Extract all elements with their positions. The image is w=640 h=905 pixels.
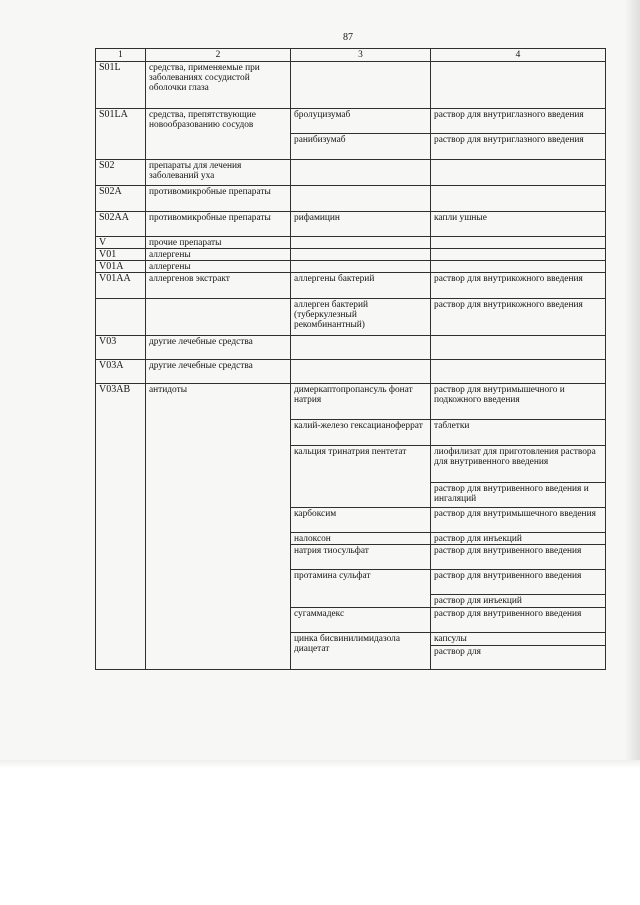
drug-name: протамина сульфат (291, 570, 431, 608)
group-name: противомикробные препараты (146, 212, 291, 237)
dosage-form: раствор для (431, 646, 606, 670)
atc-code: V03 (96, 336, 146, 360)
group-name (146, 299, 291, 336)
table-row (96, 336, 606, 360)
atc-code: V01 (96, 249, 146, 261)
group-name: противомикробные препараты (146, 186, 291, 212)
table-row (96, 212, 606, 237)
atc-code: V01AA (96, 273, 146, 299)
dosage-form: таблетки (431, 420, 606, 446)
atc-code: S01LA (96, 109, 146, 160)
group-name: аллергены (146, 249, 291, 261)
dosage-form: раствор для внутривенного введения и ингаляций (431, 483, 606, 508)
table-row (96, 160, 606, 186)
scan-edge (0, 760, 640, 768)
drug-name (291, 360, 431, 384)
atc-code: S02A (96, 186, 146, 212)
group-name: аллергенов экстракт (146, 273, 291, 299)
dosage-form: раствор для внутривенного введения (431, 570, 606, 595)
dosage-form (431, 261, 606, 273)
dosage-form: раствор для внутрикожного введения (431, 299, 606, 336)
dosage-form: раствор для внутривенного введения (431, 545, 606, 570)
dosage-form (431, 336, 606, 360)
table-row (96, 186, 606, 212)
drug-name: кальция тринатрия пентетат (291, 446, 431, 508)
group-name: средства, препятствующие новообразованию сосудов (146, 109, 291, 160)
table-row (96, 273, 606, 299)
group-name: другие лечебные средства (146, 336, 291, 360)
dosage-form: раствор для инъекций (431, 533, 606, 545)
dosage-form: раствор для внутривенного введения (431, 608, 606, 633)
dosage-form: раствор для внутримышечного введения (431, 508, 606, 533)
atc-code: S01L (96, 62, 146, 109)
column-header-3: 3 (291, 49, 431, 62)
drug-name (291, 336, 431, 360)
drug-name: димеркаптопропансуль фонат натрия (291, 384, 431, 420)
drug-name: рифамицин (291, 212, 431, 237)
atc-code: S02 (96, 160, 146, 186)
drug-name (291, 261, 431, 273)
drug-name: бролуцизумаб (291, 109, 431, 134)
dosage-form (431, 160, 606, 186)
drug-name: карбоксим (291, 508, 431, 533)
dosage-form: раствор для инъекций (431, 595, 606, 608)
column-header-4: 4 (431, 49, 606, 62)
column-header-2: 2 (146, 49, 291, 62)
dosage-form: капсулы (431, 633, 606, 646)
drug-name: калий-железо гексацианоферрат (291, 420, 431, 446)
dosage-form (431, 186, 606, 212)
drug-name (291, 237, 431, 249)
drug-name: налоксон (291, 533, 431, 545)
table-row (96, 62, 606, 109)
atc-code: V01A (96, 261, 146, 273)
drug-name: ранибизумаб (291, 134, 431, 160)
dosage-form (431, 360, 606, 384)
group-name: антидоты (146, 384, 291, 670)
atc-code: V03AB (96, 384, 146, 670)
group-name: средства, применяемые при заболеваниях сосудистой оболочки глаза (146, 62, 291, 109)
column-header-1: 1 (96, 49, 146, 62)
drug-name (291, 160, 431, 186)
drug-name: аллергены бактерий (291, 273, 431, 299)
table-row (96, 109, 606, 134)
scan-shadow (625, 0, 640, 768)
drug-name: цинка бисвинилимидазола диацетат (291, 633, 431, 670)
table-row (96, 360, 606, 384)
atc-code: S02AA (96, 212, 146, 237)
drug-name (291, 249, 431, 261)
dosage-form: капли ушные (431, 212, 606, 237)
atc-code: V03A (96, 360, 146, 384)
medicines-table (95, 48, 606, 670)
dosage-form: раствор для внутримышечного и подкожного введения (431, 384, 606, 420)
table-row (96, 384, 606, 420)
group-name: аллергены (146, 261, 291, 273)
dosage-form (431, 62, 606, 109)
dosage-form: раствор для внутриглазного введения (431, 109, 606, 134)
table-row (96, 249, 606, 261)
group-name: препараты для лечения заболеваний уха (146, 160, 291, 186)
atc-code (96, 299, 146, 336)
dosage-form: раствор для внутрикожного введения (431, 273, 606, 299)
drug-name: аллерген бактерий (туберкулезный рекомбинантный) (291, 299, 431, 336)
table-row (96, 237, 606, 249)
drug-name: сугаммадекс (291, 608, 431, 633)
dosage-form: лиофилизат для приготовления раствора для внутривенного введения (431, 446, 606, 483)
atc-code: V (96, 237, 146, 249)
drug-name (291, 186, 431, 212)
group-name: прочие препараты (146, 237, 291, 249)
table-header-row (96, 49, 606, 62)
drug-name (291, 62, 431, 109)
table-row (96, 299, 606, 336)
dosage-form (431, 249, 606, 261)
group-name: другие лечебные средства (146, 360, 291, 384)
dosage-form (431, 237, 606, 249)
table-row (96, 261, 606, 273)
dosage-form: раствор для внутриглазного введения (431, 134, 606, 160)
page-number: 87 (343, 32, 353, 43)
drug-name: натрия тиосульфат (291, 545, 431, 570)
